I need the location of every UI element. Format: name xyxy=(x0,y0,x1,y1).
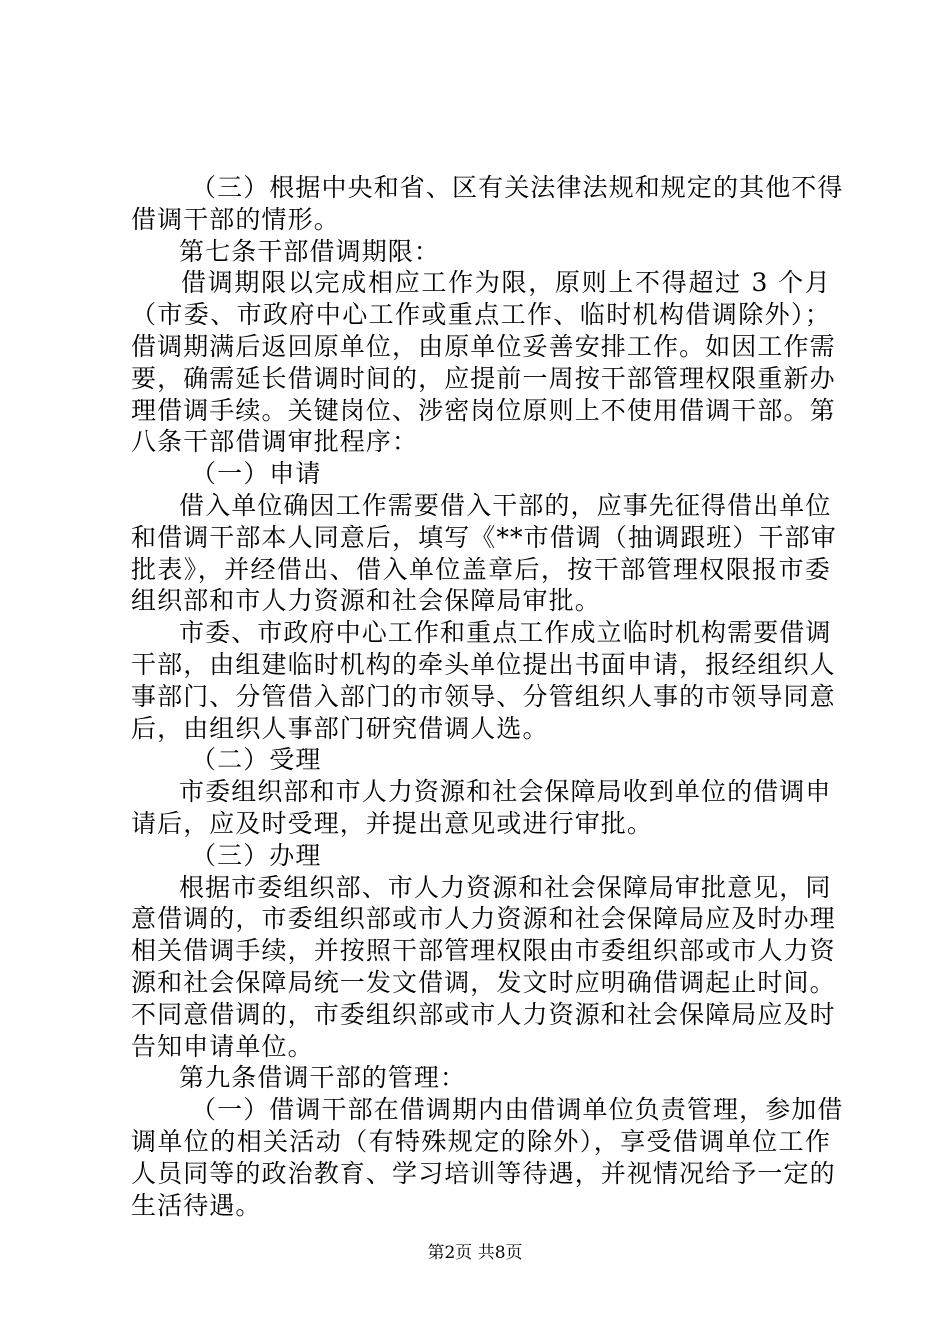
text-line: 批表》，并经借出、借入单位盖章后，按干部管理权限报市委 xyxy=(131,554,831,584)
text-line: （二）受理 xyxy=(191,745,322,775)
text-line: 告知申请单位。 xyxy=(131,1031,314,1061)
text-line: 组织部和市人力资源和社会保障局审批。 xyxy=(131,586,601,616)
text-line: （一）申请 xyxy=(191,459,322,489)
text-line: （三）办理 xyxy=(191,840,322,870)
text-line: （市委、市政府中心工作或重点工作、临时机构借调除外）； xyxy=(131,300,831,330)
text-line: 市委组织部和市人力资源和社会保障局收到单位的借调申 xyxy=(179,777,832,807)
text-line: 后，由组织人事部门研究借调人选。 xyxy=(131,713,549,743)
text-line: 请后，应及时受理，并提出意见或进行审批。 xyxy=(131,808,654,838)
text-line: 意借调的，市委组织部或市人力资源和社会保障局应及时办理 xyxy=(131,904,836,934)
text-line: 事部门、分管借入部门的市领导、分管组织人事的市领导同意 xyxy=(131,681,836,711)
text-line: 干部，由组建临时机构的牵头单位提出书面申请，报经组织人 xyxy=(131,649,836,679)
text-line: 借入单位确因工作需要借入干部的，应事先征得借出单位 xyxy=(179,490,832,520)
page-number-footer: 第2页 共8页 xyxy=(427,1243,523,1263)
text-line: 源和社会保障局统一发文借调，发文时应明确借调起止时间。 xyxy=(131,967,836,997)
text-line: 和借调干部本人同意后，填写《**市借调（抽调跟班）干部审 xyxy=(131,522,837,552)
text-line: 八条干部借调审批程序： xyxy=(131,427,419,457)
text-line: 理借调手续。关键岗位、涉密岗位原则上不使用借调干部。第 xyxy=(131,395,836,425)
text-line: 第七条干部借调期限： xyxy=(179,236,441,266)
text-line: 借调干部的情形。 xyxy=(131,204,340,234)
text-line: 第九条借调干部的管理： xyxy=(179,1063,467,1093)
text-line: 借调期满后返回原单位，由原单位妥善安排工作。如因工作需 xyxy=(131,331,836,361)
text-line: 市委、市政府中心工作和重点工作成立临时机构需要借调 xyxy=(179,618,832,648)
text-line: 根据市委组织部、市人力资源和社会保障局审批意见，同 xyxy=(179,872,832,902)
text-line: 调单位的相关活动（有特殊规定的除外），享受借调单位工作 xyxy=(131,1126,831,1156)
text-line: （一）借调干部在借调期内由借调单位负责管理，参加借 xyxy=(191,1095,844,1125)
text-line: 相关借调手续，并按照干部管理权限由市委组织部或市人力资 xyxy=(131,936,836,966)
text-line: （三）根据中央和省、区有关法律法规和规定的其他不得 xyxy=(191,173,844,202)
document-body xyxy=(131,172,844,1221)
text-line: 要，确需延长借调时间的，应提前一周按干部管理权限重新办 xyxy=(131,363,836,393)
text-line: 借调期限以完成相应工作为限，原则上不得超过 3 个月 xyxy=(181,268,831,298)
text-line: 人员同等的政治教育、学习培训等待遇，并视情况给予一定的 xyxy=(131,1158,836,1188)
text-line: 生活待遇。 xyxy=(131,1190,262,1220)
text-line: 不同意借调的，市委组织部或市人力资源和社会保障局应及时 xyxy=(131,999,836,1029)
